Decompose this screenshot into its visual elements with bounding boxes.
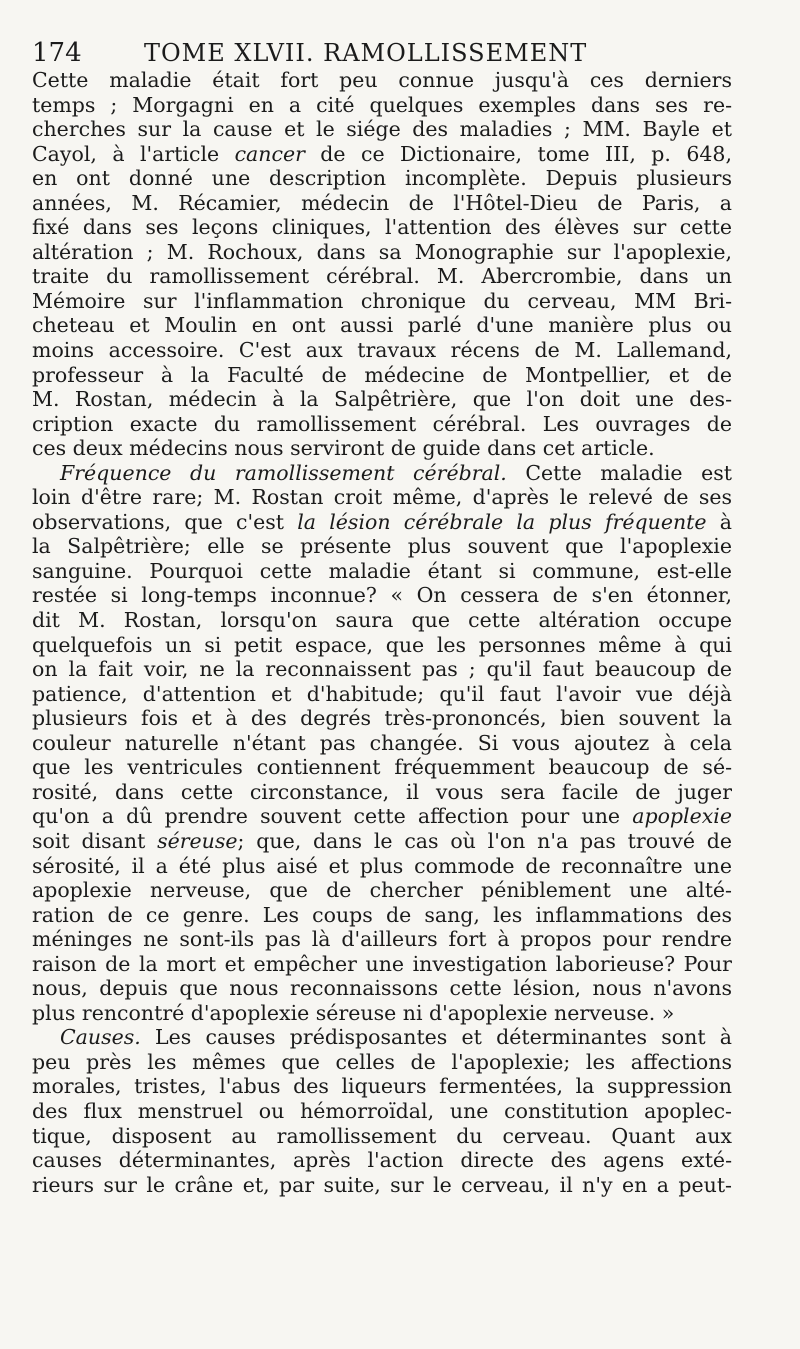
text-segment: observations, que c'est — [32, 509, 298, 534]
text-segment: que les ventricules contiennent fréquemment beaucoup de sé- — [32, 755, 732, 780]
italic-text: Fréquence du ramollissement cérébral. — [60, 460, 507, 485]
text-line — [32, 117, 732, 142]
text-segment: qu'on a dû prendre souvent cette affection pour une — [32, 804, 633, 829]
text-segment: M. Rostan, médecin à la Salpêtrière, que l'on doit une des- — [32, 387, 732, 412]
text-segment: tique, disposent au ramollissement du cerveau. Quant aux — [32, 1123, 732, 1148]
text-segment: ces deux médecins nous serviront de guide dans cet article. — [32, 436, 655, 461]
text-line — [32, 191, 732, 216]
text-segment: cription exacte du ramollissement cérébral. Les ouvrages de — [32, 411, 732, 436]
text-line — [32, 706, 732, 731]
text-line — [32, 68, 732, 93]
text-line — [32, 780, 732, 805]
body-text — [32, 68, 732, 1197]
text-line — [32, 510, 732, 535]
text-segment: peu près les mêmes que celles de l'apoplexie; les affections — [32, 1049, 732, 1074]
text-line — [32, 682, 732, 707]
text-segment: restée si long-temps inconnue? « On cessera de s'en étonner, — [32, 583, 732, 608]
text-line — [32, 1050, 732, 1075]
text-line — [32, 903, 732, 928]
text-line — [32, 1025, 732, 1050]
text-segment: années, M. Récamier, médecin de l'Hôtel-Dieu de Paris, a — [32, 190, 732, 215]
text-segment: loin d'être rare; M. Rostan croit même, d'après le relevé de ses — [32, 485, 732, 510]
text-line — [32, 657, 732, 682]
text-segment: apoplexie nerveuse, que de chercher péniblement une alté- — [32, 878, 732, 903]
text-segment: patience, d'attention et d'habitude; qu'il faut l'avoir vue déjà — [32, 681, 732, 706]
text-line — [32, 461, 732, 486]
text-segment: quelquefois un si petit espace, que les personnes même à qui — [32, 632, 732, 657]
text-segment: plusieurs fois et à des degrés très-prononcés, bien souvent la — [32, 706, 732, 731]
text-line — [32, 1001, 732, 1026]
italic-text: la lésion cérébrale la plus fréquente — [297, 509, 707, 534]
page-number: 174 — [32, 38, 82, 68]
text-line — [32, 755, 732, 780]
text-line — [32, 240, 732, 265]
text-segment: des flux menstruel ou hémorroïdal, une constitution apoplec- — [32, 1098, 732, 1123]
text-line — [32, 608, 732, 633]
text-segment: cherches sur la cause et le siége des maladies ; MM. Bayle et — [32, 117, 732, 142]
text-line — [32, 952, 732, 977]
text-line — [32, 559, 732, 584]
text-segment: sérosité, il a été plus aisé et plus commode de reconnaître une — [32, 853, 732, 878]
text-line — [32, 878, 732, 903]
text-line — [32, 313, 732, 338]
text-line — [32, 1124, 732, 1149]
text-segment: plus rencontré d'apoplexie séreuse ni d'apoplexie nerveuse. » — [32, 1000, 675, 1025]
text-segment: nous, depuis que nous reconnaissons cette lésion, nous n'avons — [32, 976, 732, 1001]
text-segment: couleur naturelle n'étant pas changée. Si vous ajoutez à cela — [32, 730, 732, 755]
text-segment: temps ; Morgagni en a cité quelques exemples dans ses re- — [32, 92, 732, 117]
text-line — [32, 804, 732, 829]
text-line — [32, 363, 732, 388]
text-line — [32, 829, 732, 854]
text-line — [32, 1148, 732, 1173]
text-segment: traite du ramollissement cérébral. M. Abercrombie, dans un — [32, 264, 732, 289]
text-line — [32, 927, 732, 952]
text-segment: ration de ce genre. Les coups de sang, les inflammations des — [32, 902, 732, 927]
text-segment: Les causes prédisposantes et déterminantes sont à — [140, 1025, 732, 1050]
text-line — [32, 1099, 732, 1124]
text-line — [32, 142, 732, 167]
text-segment: professeur à la Faculté de médecine de Montpellier, et de — [32, 362, 732, 387]
text-segment: ; que, dans le cas où l'on n'a pas trouvé de — [237, 828, 732, 853]
text-line — [32, 583, 732, 608]
text-line — [32, 412, 732, 437]
italic-text: Causes. — [60, 1025, 141, 1050]
text-segment: causes déterminantes, après l'action directe des agens exté- — [32, 1148, 732, 1173]
text-line — [32, 976, 732, 1001]
text-line — [32, 1173, 732, 1198]
text-segment: en ont donné une description incomplète. Depuis plusieurs — [32, 166, 732, 191]
text-segment: rosité, dans cette circonstance, il vous sera facile de juger — [32, 779, 732, 804]
text-line — [32, 387, 732, 412]
text-line — [32, 215, 732, 240]
text-segment: altération ; M. Rochoux, dans sa Monographie sur l'apoplexie, — [32, 239, 732, 264]
text-segment: soit disant — [32, 828, 158, 853]
text-line — [32, 338, 732, 363]
text-line — [32, 534, 732, 559]
text-segment: fixé dans ses leçons cliniques, l'attention des élèves sur cette — [32, 215, 732, 240]
text-segment: Cette maladie est — [506, 460, 732, 485]
page-header — [32, 38, 732, 68]
text-segment: à — [706, 509, 732, 534]
text-segment: méninges ne sont-ils pas là d'ailleurs fort à propos pour rendre — [32, 927, 732, 952]
text-segment: Mémoire sur l'inflammation chronique du cerveau, MM Bri- — [32, 288, 732, 313]
running-head: TOME XLVII. RAMOLLISSEMENT — [144, 39, 588, 67]
italic-text: apoplexie — [632, 804, 732, 829]
text-segment: Cette maladie était fort peu connue jusqu'à ces derniers — [32, 68, 732, 92]
text-segment: dit M. Rostan, lorsqu'on saura que cette altération occupe — [32, 608, 732, 633]
text-line — [32, 854, 732, 879]
text-line — [32, 436, 732, 461]
text-line — [32, 731, 732, 756]
text-segment: on la fait voir, ne la reconnaissent pas ; qu'il faut beaucoup de — [32, 657, 732, 682]
text-segment: morales, tristes, l'abus des liqueurs fermentées, la suppression — [32, 1074, 732, 1099]
text-line — [32, 1074, 732, 1099]
text-line — [32, 93, 732, 118]
text-segment: Cayol, à l'article — [32, 141, 235, 166]
text-line — [32, 485, 732, 510]
text-segment: sanguine. Pourquoi cette maladie étant si commune, est-elle — [32, 558, 732, 583]
text-segment: de ce Dictionaire, tome III, p. 648, — [304, 141, 732, 166]
text-segment: raison de la mort et empêcher une investigation laborieuse? Pour — [32, 951, 732, 976]
text-segment: moins accessoire. C'est aux travaux récens de M. Lallemand, — [32, 338, 732, 363]
text-line — [32, 264, 732, 289]
text-line — [32, 289, 732, 314]
text-segment: cheteau et Moulin en ont aussi parlé d'une manière plus ou — [32, 313, 732, 338]
text-segment: la Salpêtrière; elle se présente plus souvent que l'apoplexie — [32, 534, 732, 559]
text-line — [32, 166, 732, 191]
text-segment: rieurs sur le crâne et, par suite, sur le cerveau, il n'y en a peut- — [32, 1172, 732, 1197]
italic-text: cancer — [234, 141, 305, 166]
italic-text: séreuse — [157, 828, 238, 853]
text-line — [32, 633, 732, 658]
